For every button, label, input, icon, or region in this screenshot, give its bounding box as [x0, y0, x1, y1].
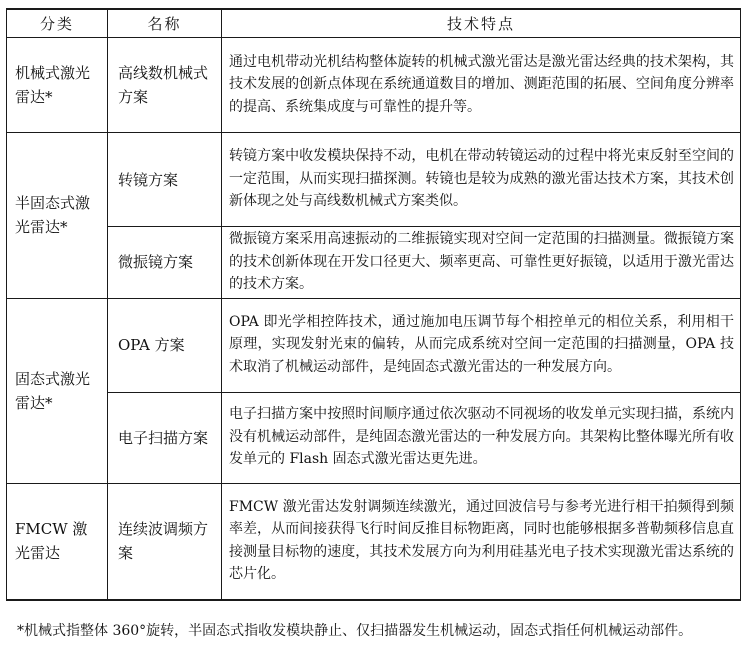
lidar-comparison-table [6, 8, 741, 601]
name-cell: 电子扫描方案 [108, 392, 222, 483]
header-features: 技术特点 [222, 9, 741, 38]
category-cell-semi-solid: 半固态式激光雷达* [7, 133, 108, 299]
features-cell: 转镜方案中收发模块保持不动，电机在带动转镜运动的过程中将光束反射至空间的一定范围，从而实现扫描探测。转镜也是较为成熟的激光雷达技术方案，其技术创新体现之处与高线数机械式方案类似。 [222, 133, 741, 227]
name-cell: 转镜方案 [108, 133, 222, 227]
name-cell: 微振镜方案 [108, 227, 222, 299]
name-cell: 连续波调频方案 [108, 483, 222, 600]
lidar-table-container [6, 8, 741, 601]
table-row [7, 298, 741, 392]
features-cell: OPA 即光学相控阵技术，通过施加电压调节每个相控单元的相位关系，利用相干原理，实现发射光束的偏转，从而完成系统对空间一定范围的扫描测量，OPA 技术取消了机械运动部件，是纯固态式激光雷达的一种发展方向。 [222, 298, 741, 392]
header-category: 分类 [7, 9, 108, 38]
table-row [7, 483, 741, 600]
category-cell-fmcw: FMCW 激光雷达 [7, 483, 108, 600]
category-cell-mechanical: 机械式激光雷达* [7, 38, 108, 133]
table-row [7, 227, 741, 299]
header-name: 名称 [108, 9, 222, 38]
table-header-row [7, 9, 741, 38]
features-cell: FMCW 激光雷达发射调频连续激光，通过回波信号与参考光进行相干拍频得到频率差，从而间接获得飞行时间反推目标物距离，同时也能够根据多普勒频移信息直接测量目标物的速度，其技术发展方向为利用硅基光电子技术实现激光雷达系统的芯片化。 [222, 483, 741, 600]
features-cell: 通过电机带动光机结构整体旋转的机械式激光雷达是激光雷达经典的技术架构，其技术发展的创新点体现在系统通道数目的增加、测距范围的拓展、空间角度分辨率的提高、系统集成度与可靠性的提升等。 [222, 38, 741, 133]
table-row [7, 38, 741, 133]
name-cell: OPA 方案 [108, 298, 222, 392]
category-cell-solid-state: 固态式激光雷达* [7, 298, 108, 483]
name-cell: 高线数机械式方案 [108, 38, 222, 133]
table-row [7, 392, 741, 483]
table-footnote: *机械式指整体 360°旋转，半固态式指收发模块静止、仅扫描器发生机械运动，固态式指任何机械运动部件。 [17, 623, 693, 639]
features-cell: 微振镜方案采用高速振动的二维振镜实现对空间一定范围的扫描测量。微振镜方案的技术创新体现在开发口径更大、频率更高、可靠性更好振镜，以适用于激光雷达的技术方案。 [222, 227, 741, 299]
features-cell: 电子扫描方案中按照时间顺序通过依次驱动不同视场的收发单元实现扫描，系统内没有机械运动部件，是纯固态激光雷达的一种发展方向。其架构比整体曝光所有收发单元的 Flash 固态式激光雷达更先进。 [222, 392, 741, 483]
table-row [7, 133, 741, 227]
